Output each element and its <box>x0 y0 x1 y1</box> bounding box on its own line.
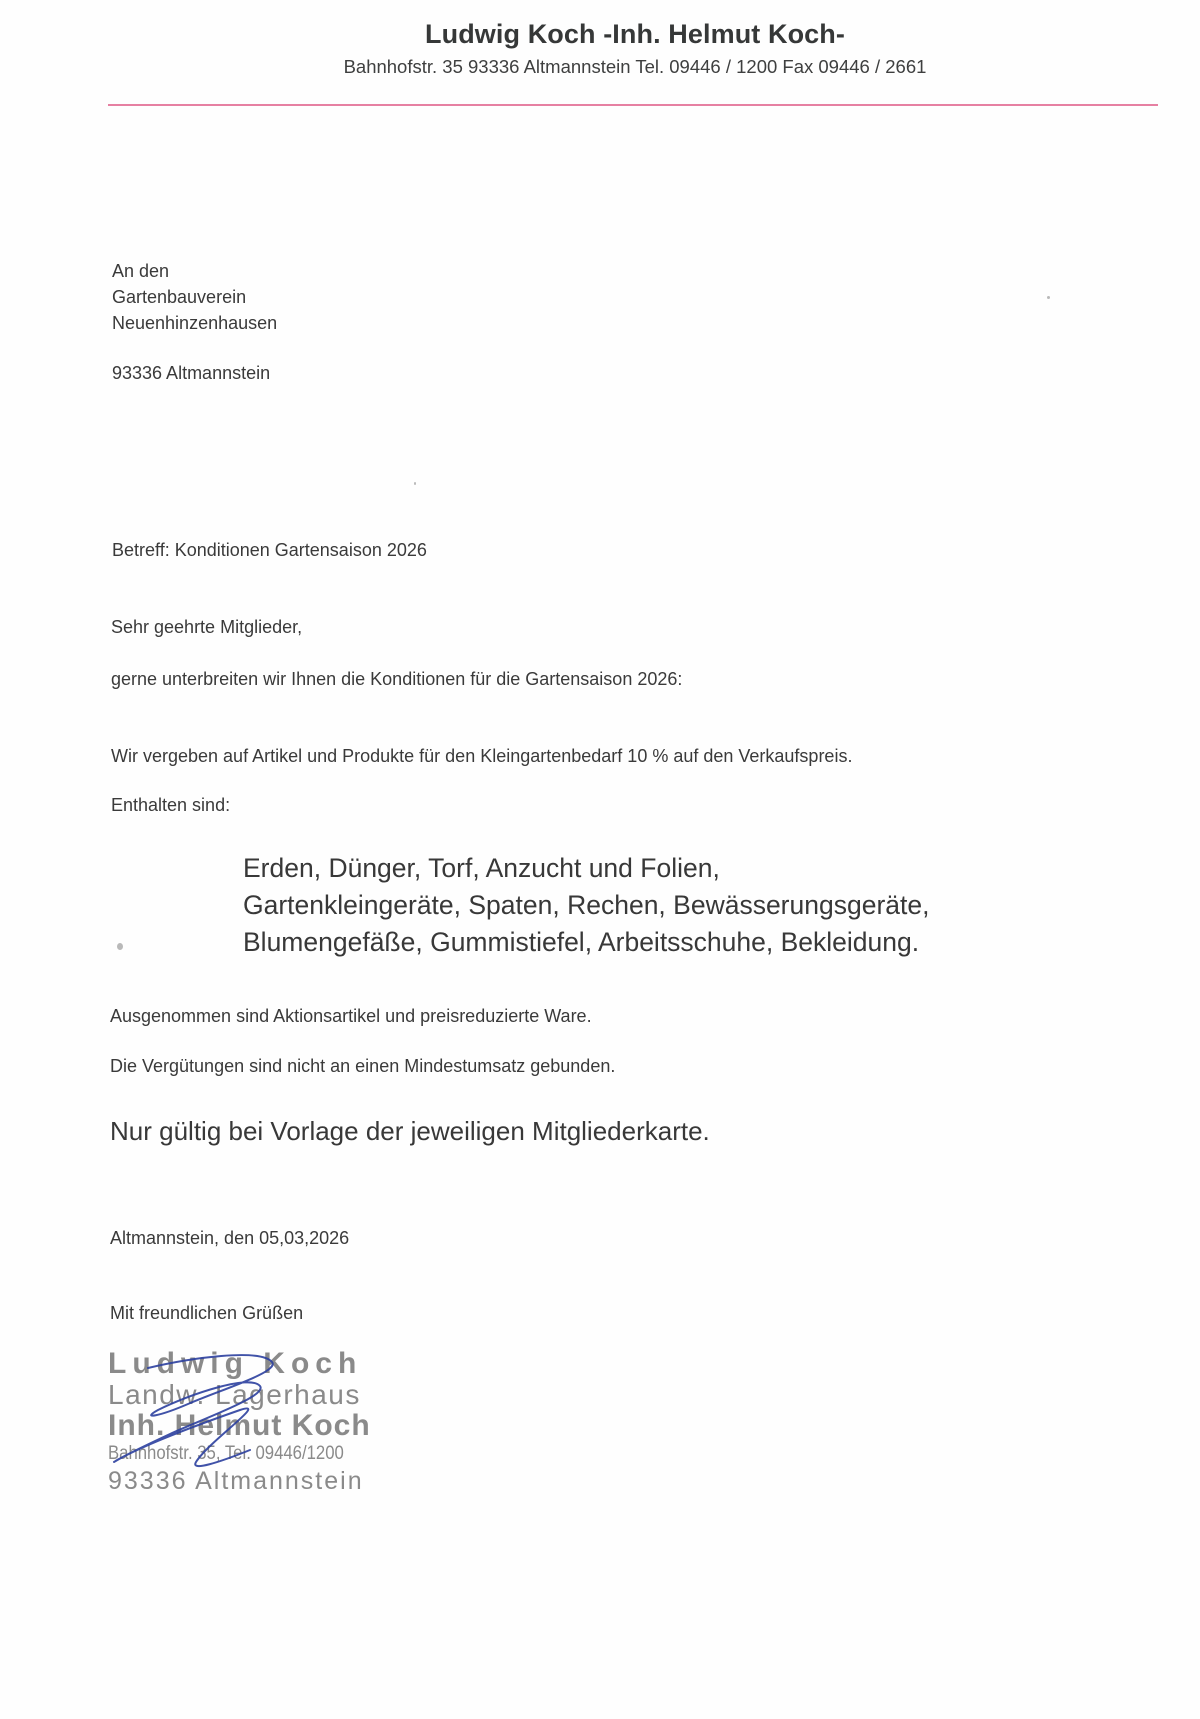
letterhead-title: Ludwig Koch -Inh. Helmut Koch- <box>425 19 845 49</box>
recipient-line: An den <box>112 261 170 281</box>
included-items-line: Blumengefäße, Gummistiefel, Arbeitsschuhe, Bekleidung. <box>243 927 920 957</box>
recipient-address <box>112 258 277 386</box>
stamp-line: Landw. Lagerhaus <box>108 1379 361 1410</box>
date-line: Altmannstein, den 05,03,2026 <box>110 1228 350 1248</box>
scan-speck <box>117 943 123 950</box>
recipient-line: Neuenhinzenhausen <box>112 313 278 333</box>
intro-paragraph: gerne unterbreiten wir Ihnen die Konditionen für die Gartensaison 2026: <box>111 669 683 689</box>
validity-notice: Nur gültig bei Vorlage der jeweiligen Mitgliederkarte. <box>110 1116 710 1146</box>
stamp-line: Ludwig Koch <box>108 1347 363 1380</box>
letterhead-address: Bahnhofstr. 35 93336 Altmannstein Tel. 09446 / 1200 Fax 09446 / 2661 <box>343 56 927 77</box>
subject-line: Betreff: Konditionen Gartensaison 2026 <box>112 540 427 560</box>
stamp-line: Inh. Helmut Koch <box>108 1409 371 1442</box>
handwritten-signature-icon <box>100 1350 300 1490</box>
stamp-line: Bahnhofstr. 35, Tel. 09446/1200 <box>108 1443 344 1464</box>
stamp-line: 93336 Altmannstein <box>108 1467 364 1495</box>
included-items-list <box>243 850 929 961</box>
contains-label: Enthalten sind: <box>111 795 231 815</box>
closing-greeting: Mit freundlichen Grüßen <box>110 1303 304 1323</box>
salutation: Sehr geehrte Mitglieder, <box>111 617 303 637</box>
scan-speck <box>1047 296 1050 299</box>
recipient-city: 93336 Altmannstein <box>112 363 271 383</box>
included-items-line: Gartenkleingeräte, Spaten, Rechen, Bewässerungsgeräte, <box>243 890 930 920</box>
scan-speck <box>414 482 416 485</box>
no-minimum-paragraph: Die Vergütungen sind nicht an einen Mindestumsatz gebunden. <box>110 1056 616 1076</box>
recipient-line: Gartenbauverein <box>112 287 247 307</box>
offer-paragraph: Wir vergeben auf Artikel und Produkte für den Kleingartenbedarf 10 % auf den Verkaufspreis. <box>111 746 853 766</box>
exclusions-paragraph: Ausgenommen sind Aktionsartikel und preisreduzierte Ware. <box>110 1006 592 1026</box>
letterhead-divider <box>108 104 1158 106</box>
included-items-line: Erden, Dünger, Torf, Anzucht und Folien, <box>243 853 720 883</box>
